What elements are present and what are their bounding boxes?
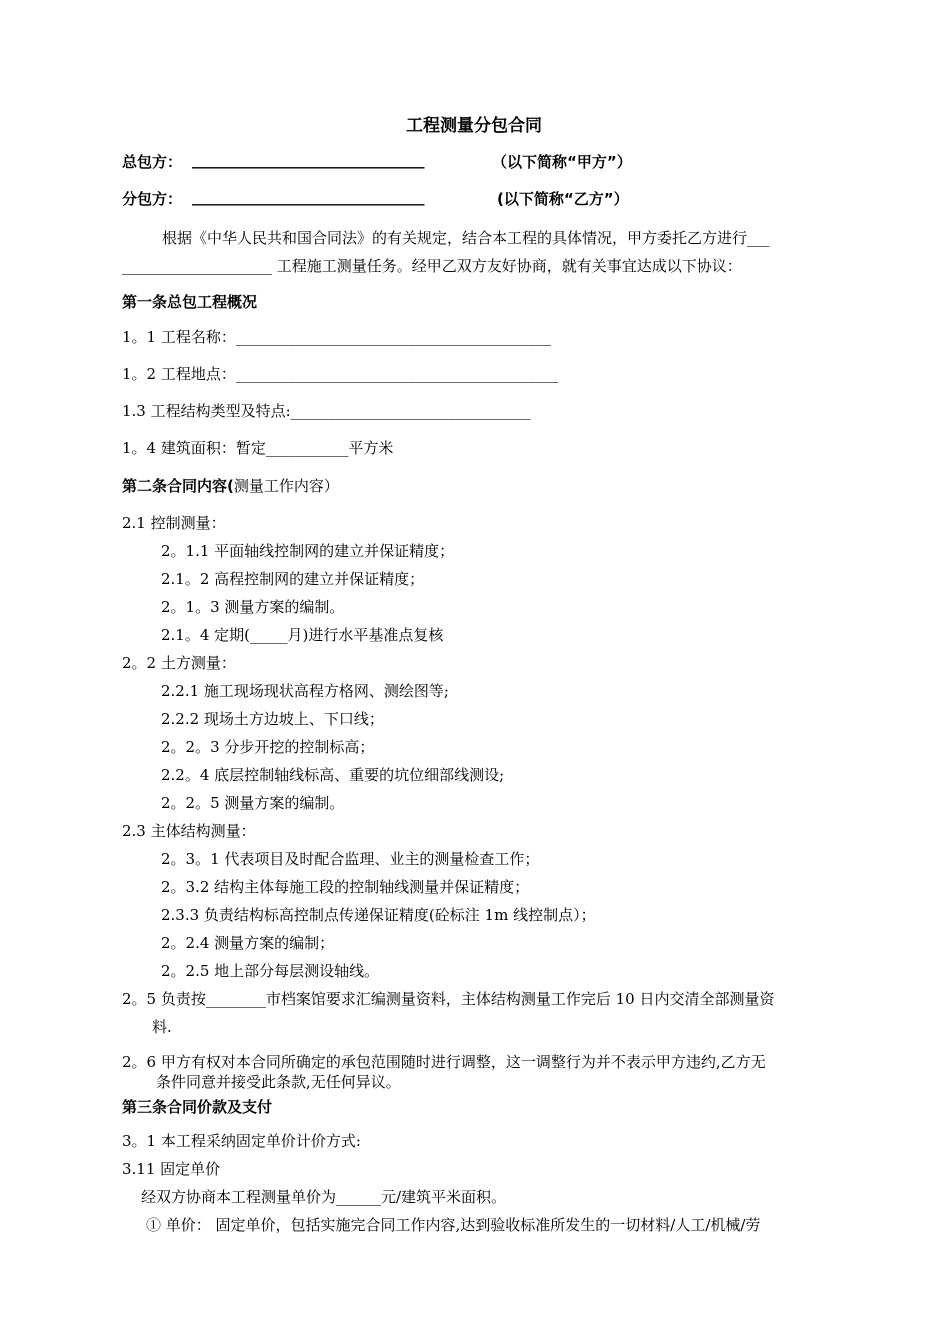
party-b-alias: (以下简称“乙方”） bbox=[497, 190, 629, 208]
section-2-5-line: 2。5 负责按________市档案馆要求汇编测量资料，主体结构测量工作完后 10 日内交清全部测量资 bbox=[122, 990, 775, 1008]
party-a-blank: _______________________________ bbox=[192, 151, 425, 169]
unit-price-line: 经双方协商本工程测量单价为______元/建筑平米面积。 bbox=[141, 1188, 507, 1206]
section-2-3-item: 2.3.3 负责结构标高控制点传递保证精度(砼标注 1m 线控制点）； bbox=[161, 906, 596, 924]
intro-line: 根据《中华人民共和国合同法》的有关规定，结合本工程的具体情况，甲方委托乙方进行___ bbox=[162, 229, 770, 247]
party-b-blank: _______________________________ bbox=[192, 188, 425, 206]
section-2-2-item: 2。2。5 测量方案的编制。 bbox=[161, 794, 345, 812]
section-2-6-line: 条件同意并接受此条款,无任何异议。 bbox=[156, 1073, 401, 1091]
article-3-heading: 第三条合同价款及支付 bbox=[122, 1098, 273, 1116]
section-2-6-line: 2。6 甲方有权对本合同所确定的承包范围随时进行调整，这一调整行为并不表示甲方违约,乙方无 bbox=[122, 1053, 766, 1071]
article-1-item: 1.3 工程结构类型及特点:________________________________ bbox=[122, 402, 531, 420]
intro-line: ____________________ 工程施工测量任务。经甲乙双方友好协商，就有关事宜达成以下协议： bbox=[122, 257, 742, 275]
section-2-2-item: 2.2。4 底层控制轴线标高、重要的坑位细部线测设; bbox=[161, 766, 505, 784]
section-2-2-item: 2.2.1 施工现场现状高程方格网、测绘图等; bbox=[161, 682, 449, 700]
section-2-1-item: 2.1。4 定期(_____月)进行水平基准点复核 bbox=[161, 626, 444, 644]
party-a-alias: （以下简称“甲方”） bbox=[492, 153, 632, 171]
section-3-1-1: 3.11 固定单价 bbox=[122, 1160, 221, 1178]
section-2-2-item: 2。2。3 分步开挖的控制标高； bbox=[161, 738, 375, 756]
article-2-heading-normal: 测量工作内容） bbox=[233, 477, 339, 495]
section-3-1: 3。1 本工程采纳固定单价计价方式: bbox=[122, 1132, 361, 1150]
article-1-heading: 第一条总包工程概况 bbox=[122, 293, 258, 311]
article-1-item: 1。1 工程名称：__________________________________________ bbox=[122, 328, 551, 346]
section-2-5-line: 料. bbox=[152, 1018, 172, 1036]
article-1-item: 1。2 工程地点：___________________________________________ bbox=[122, 365, 559, 383]
section-2-2-item: 2.2.2 现场土方边坡上、下口线； bbox=[161, 710, 384, 728]
party-a-label: 总包方： bbox=[122, 153, 183, 171]
article-2-heading-bold: 第二条合同内容( bbox=[122, 477, 234, 495]
section-2-3-item: 2。2.4 测量方案的编制； bbox=[161, 934, 335, 952]
section-2-2-title: 2。2 土方测量： bbox=[122, 654, 236, 672]
section-2-3-title: 2.3 主体结构测量： bbox=[122, 822, 256, 840]
party-b-label: 分包方： bbox=[122, 190, 183, 208]
article-1-item: 1。4 建筑面积：暂定___________平方米 bbox=[122, 439, 394, 457]
section-2-3-item: 2。2.5 地上部分每层测设轴线。 bbox=[161, 962, 380, 980]
section-2-3-item: 2。3.2 结构主体每施工段的控制轴线测量并保证精度； bbox=[161, 878, 530, 896]
section-2-1-item: 2。1。3 测量方案的编制。 bbox=[161, 598, 345, 616]
section-2-1-item: 2。1.1 平面轴线控制网的建立并保证精度； bbox=[161, 542, 455, 560]
section-2-1-item: 2.1。2 高程控制网的建立并保证精度； bbox=[161, 570, 425, 588]
section-2-1-title: 2.1 控制测量： bbox=[122, 514, 226, 532]
section-2-3-item: 2。3。1 代表项目及时配合监理、业主的测量检查工作； bbox=[161, 850, 540, 868]
article-2-heading bbox=[122, 476, 339, 496]
page-title: 工程测量分包合同 bbox=[406, 116, 542, 136]
unit-price-definition: ① 单价： 固定单价，包括实施完合同工作内容,达到验收标准所发生的一切材料/人工/机械/劳 bbox=[146, 1216, 761, 1234]
